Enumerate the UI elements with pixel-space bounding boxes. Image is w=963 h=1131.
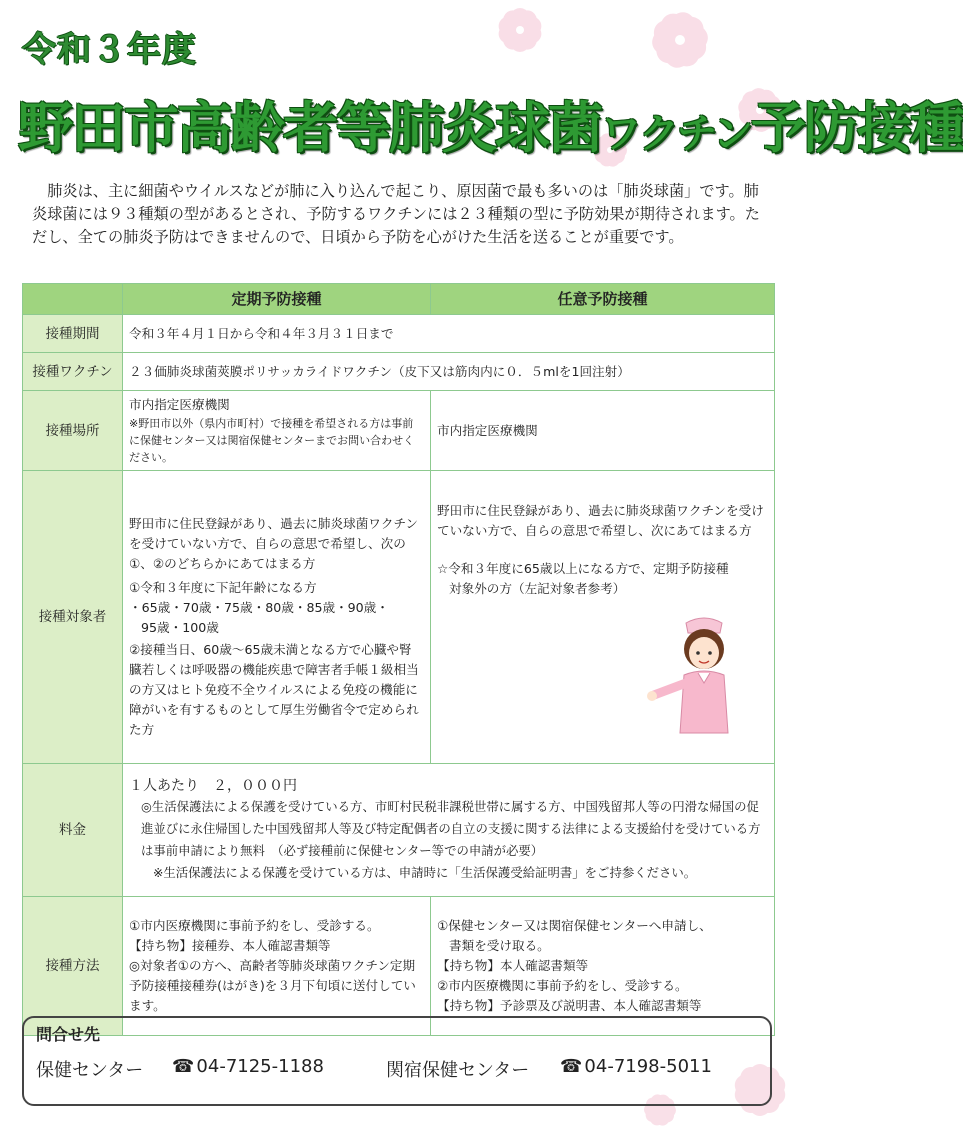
- col-header-optional: 任意予防接種: [431, 284, 775, 315]
- contact-office1: 保健センター: [36, 1060, 144, 1081]
- target-optional-1: ☆令和３年度に65歳以上になる方で、定期予防接種: [437, 561, 729, 576]
- method-regular-1: ①市内医療機関に事前予約をし、受診する。: [129, 918, 380, 933]
- title-part1: 野田市高齢者等肺炎球菌: [18, 96, 602, 160]
- target-regular-1: ①令和３年度に下記年齢になる方: [129, 580, 317, 595]
- contact-heading: 問合せ先: [36, 1025, 101, 1044]
- contact-box: [22, 1016, 772, 1106]
- table-header-row: [23, 284, 775, 315]
- row-label-method: 接種方法: [23, 897, 123, 1036]
- vaccination-info-table: [22, 283, 775, 1036]
- phone-icon: ☎: [172, 1056, 195, 1077]
- contact-office2: 関宿保健センター: [386, 1060, 530, 1081]
- method-optional-1b: 書類を受け取る。: [449, 938, 550, 953]
- contact-phone2[interactable]: 04-7198-5011: [584, 1056, 712, 1077]
- row-label-period: 接種期間: [23, 315, 123, 353]
- row-label-vaccine: 接種ワクチン: [23, 353, 123, 391]
- vaccine-value: ２３価肺炎球菌莢膜ポリサッカライドワクチン（皮下又は筋肉内に０．５mlを1回注射）: [123, 353, 775, 391]
- fee-note2: ※生活保護法による保護を受けている方は、申請時に「生活保護受給証明書」をご持参ください。: [153, 865, 697, 880]
- target-regular-ages2: 95歳・100歳: [141, 620, 219, 635]
- title-small: ワクチン: [601, 111, 752, 157]
- target-regular-2: ②接種当日、60歳～65歳未満となる方で心臓や腎臓若しくは呼吸器の機能疾患で障害者手帳１級相当の方又はヒト免疫不全ウイルスによる免疫の機能に障がいを有するものとして厚生労働省令で定められた方: [129, 642, 419, 737]
- place-optional: 市内指定医療機関: [431, 391, 775, 471]
- method-optional-2: 【持ち物】本人確認書類等: [437, 958, 589, 973]
- target-optional-intro: 野田市に住民登録があり、過去に肺炎球菌ワクチンを受けていない方で、自らの意思で希望し、次にあてはまる方: [437, 503, 764, 538]
- target-optional-2: 対象外の方（左記対象者参考）: [449, 581, 626, 596]
- target-regular-intro: 野田市に住民登録があり、過去に肺炎球菌ワクチンを受けていない方で、自らの意思で希望し、次の①、②のどちらかにあてはまる方: [129, 516, 419, 571]
- fee-note1: ◎生活保護法による保護を受けている方、市町村民税非課税世帯に属する方、中国残留邦人等の円滑な帰国の促進並びに永住帰国した中国残留邦人等及び特定配偶者の自立の支援に関する法律による支援給付を受けている方は事前申請により無料 （必ず接種前に保健センター等での申請が必要）: [141, 799, 761, 858]
- row-label-target: 接種対象者: [23, 471, 123, 764]
- method-optional-1: ①保健センター又は関宿保健センターへ申請し、: [437, 918, 712, 933]
- method-optional-cell: [431, 897, 775, 1036]
- method-regular-2: 【持ち物】接種券、本人確認書類等: [129, 938, 331, 953]
- intro-paragraph: 肺炎は、主に細菌やウイルスなどが肺に入り込んで起こり、原因菌で最も多いのは「肺炎球菌」です。肺炎球菌には９３種類の型があるとされ、予防するワクチンには２３種類の型に予防効果が期待されます。ただし、全ての肺炎予防はできませんので、日頃から予防を心がけた生活を送ることが重要です。: [32, 182, 760, 246]
- table-row-method: [23, 897, 775, 1036]
- period-value: 令和３年４月１日から令和４年３月３１日まで: [123, 315, 775, 353]
- method-optional-4: 【持ち物】予診票及び説明書、本人確認書類等: [437, 998, 702, 1013]
- fee-cell: [123, 764, 775, 897]
- place-regular-note: ※野田市以外（県内市町村）で接種を希望される方は事前に保健センター又は関宿保健センターまでお問い合わせください。: [129, 417, 415, 464]
- target-regular-ages1: ・65歳・70歳・75歳・80歳・85歳・90歳・: [129, 600, 389, 615]
- header-empty-cell: [23, 284, 123, 315]
- row-label-fee: 料金: [23, 764, 123, 897]
- table-row-period: [23, 315, 775, 353]
- target-regular-cell: [123, 471, 431, 764]
- target-optional-cell: [431, 471, 775, 764]
- fiscal-year-title: 令和３年度: [22, 30, 197, 70]
- method-regular-3: ◎対象者①の方へ、高齢者等肺炎球菌ワクチン定期予防接種接種券(はがき)を３月下旬頃に送付しています。: [129, 958, 416, 1013]
- nurse-illustration: [644, 613, 754, 739]
- contact-phone1-line: [172, 1056, 324, 1077]
- contact-phone2-line: [560, 1056, 712, 1077]
- col-header-regular: 定期予防接種: [123, 284, 431, 315]
- page-title: [18, 84, 963, 163]
- place-regular-cell: [123, 391, 431, 471]
- phone-icon: ☎: [560, 1056, 583, 1077]
- table-row-target: [23, 471, 775, 764]
- fee-value: １人あたり ２，０００円: [129, 778, 297, 794]
- row-label-place: 接種場所: [23, 391, 123, 471]
- contact-phone1[interactable]: 04-7125-1188: [196, 1056, 324, 1077]
- title-part2: 予防接種: [751, 96, 963, 160]
- place-regular: 市内指定医療機関: [129, 397, 230, 412]
- table-row-fee: [23, 764, 775, 897]
- method-optional-3: ②市内医療機関に事前予約をし、受診する。: [437, 978, 688, 993]
- method-regular-cell: [123, 897, 431, 1036]
- table-row-vaccine: [23, 353, 775, 391]
- table-row-place: [23, 391, 775, 471]
